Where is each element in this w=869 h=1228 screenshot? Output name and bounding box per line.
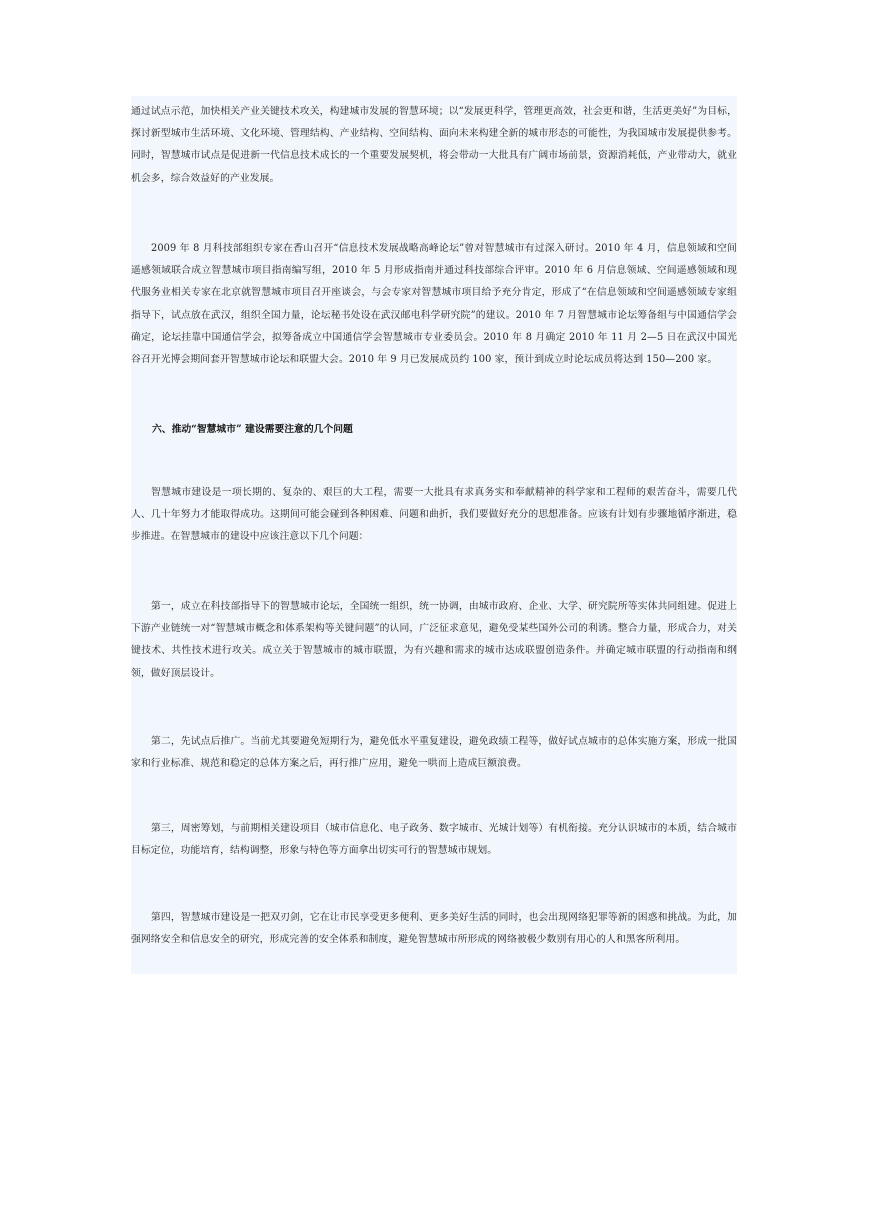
point-two-paragraph: 第二，先试点后推广。当前尤其要避免短期行为，避免低水平重复建设，避免政绩工程等，做好试点城市的总体实施方案，形成一批国家和行业标准、规范和稳定的总体方案之后，再行推广应用，避免一哄而上造成巨额浪费。 xyxy=(131,736,737,770)
point-three-paragraph: 第三，周密筹划，与前期相关建设项目（城市信息化、电子政务、数字城市、光城计划等）有机衔接。充分认识城市的本质，结合城市目标定位，功能培育，结构调整，形象与特色等方面拿出切实可行的智慧城市规划。 xyxy=(131,823,737,857)
point-one-paragraph: 第一，成立在科技部指导下的智慧城市论坛，全国统一组织，统一协调，由城市政府、企业、大学、研究院所等实体共同组建。促进上下游产业链统一对“智慧城市概念和体系架构等关键问题”的认同，广泛征求意见，避免受某些国外公司的利诱。整合力量，形成合力，对关键技术、共性技术进行攻关。成立关于智慧城市的城市联盟，为有兴趣和需求的城市达成联盟创造条件。并确定城市联盟的行动指南和纲领，做好顶层设计。 xyxy=(131,601,737,679)
section-intro-paragraph: 智慧城市建设是一项长期的、复杂的、艰巨的大工程，需要一大批具有求真务实和奉献精神的科学家和工程师的艰苦奋斗，需要几代人、几十年努力才能取得成功。这期间可能会碰到各种困难、问题和曲折，我们要做好充分的思想准备。应该有计划有步骤地循序渐进，稳步推进。在智慧城市的建设中应该注意以下几个问题： xyxy=(131,487,737,543)
history-paragraph: 2009 年 8 月科技部组织专家在香山召开“信息技术发展战略高峰论坛”曾对智慧城市有过深入研讨。2010 年 4 月，信息领域和空间遥感领域联合成立智慧城市项目指南编写组，2010 年 5 月形成指南并通过科技部综合评审。2010 年 6 月信息领域、空间遥感领域和现代服务业相关专家在北京就智慧城市项目召开座谈会，与会专家对智慧城市项目给予充分肯定，形成了“在信息领域和空间遥感领域专家组指导下，试点放在武汉，组织全国力量，论坛秘书处设在武汉邮电科学研究院”的建议。2010 年 7 月智慧城市论坛筹备组与中国通信学会确定，论坛挂靠中国通信学会，拟筹备成立中国通信学会智慧城市专业委员会。2010 年 8 月确定 2010 年 11 月 2—5 日在武汉中国光谷召开光博会期间套开智慧城市论坛和联盟大会。2010 年 9 月已发展成员约 100 家，预计到成立时论坛成员将达到 150—200 家。 xyxy=(131,243,737,366)
section-heading: 六、推动“智慧城市” 建设需要注意的几个问题 xyxy=(152,424,353,435)
intro-paragraph: 通过试点示范，加快相关产业关键技术攻关，构建城市发展的智慧环境；以“发展更科学，管理更高效，社会更和谐，生活更美好”为目标，探讨新型城市生活环境、文化环境、管理结构、产业结构、空间结构、面向未来构建全新的城市形态的可能性，为我国城市发展提供参考。同时，智慧城市试点是促进新一代信息技术成长的一个重要发展契机，将会带动一大批具有广阔市场前景，资源消耗低，产业带动大，就业机会多，综合效益好的产业发展。 xyxy=(131,106,737,184)
point-four-paragraph: 第四，智慧城市建设是一把双刃剑，它在让市民享受更多便利、更多美好生活的同时，也会出现网络犯罪等新的困惑和挑战。为此，加强网络安全和信息安全的研究，形成完善的安全体系和制度，避免智慧城市所形成的网络被极少数别有用心的人和黑客所利用。 xyxy=(131,912,737,946)
